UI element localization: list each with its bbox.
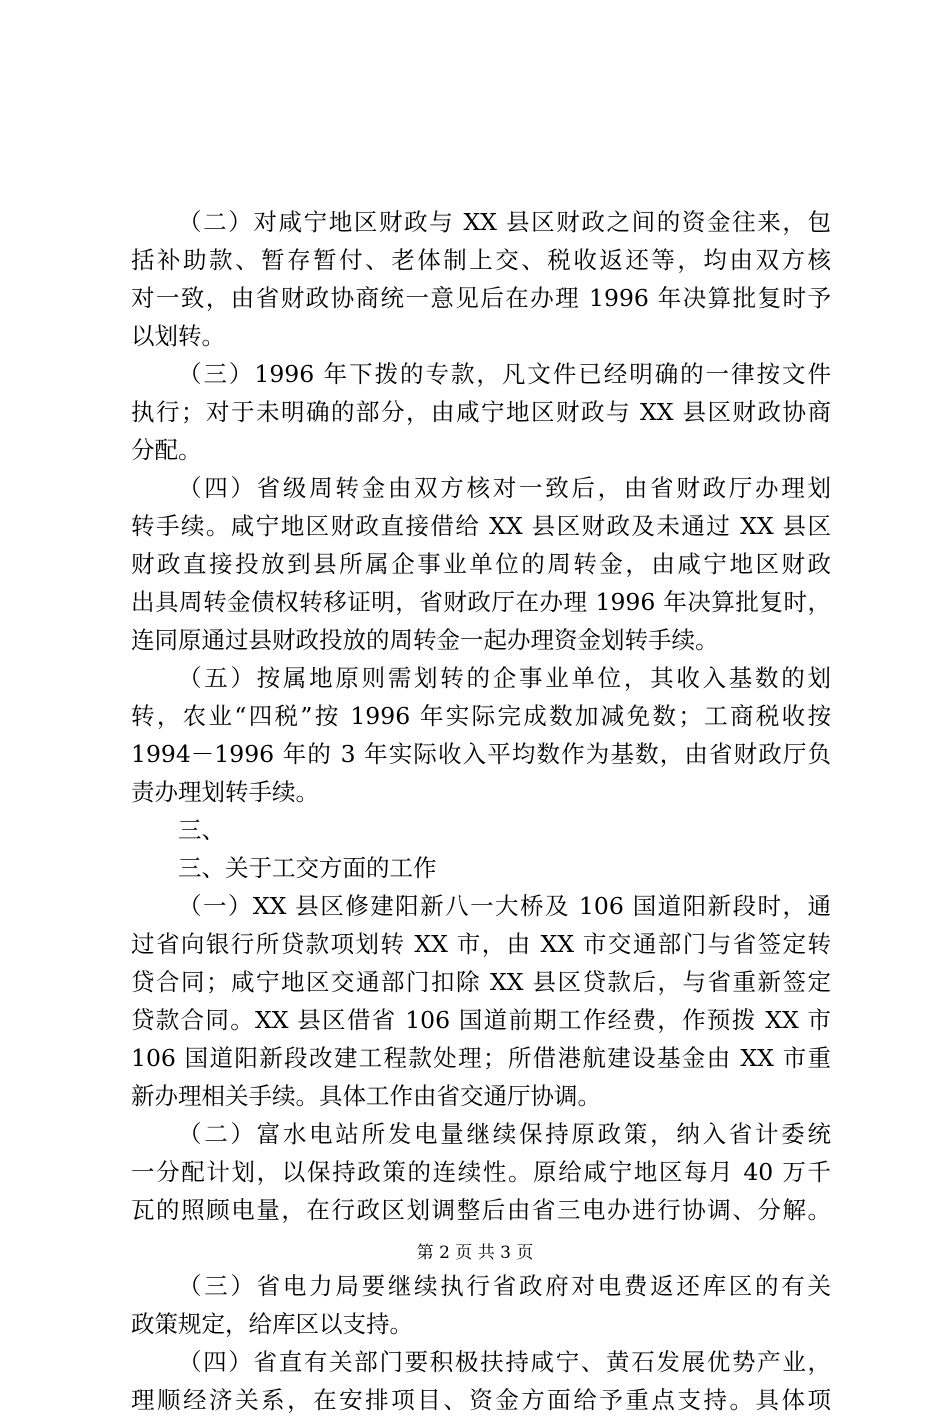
paragraph-line: 贷款合同。XX 县区借省 106 国道前期工作经费，作预拨 XX 市 <box>131 1006 831 1034</box>
paragraph-line: 106 国道阳新段改建工程款处理；所借港航建设基金由 XX 市重 <box>131 1044 831 1072</box>
paragraph-line: 1994－1996 年的 3 年实际收入平均数作为基数，由省财政厅负 <box>131 740 831 768</box>
paragraph-line: 连同原通过县财政投放的周转金一起办理资金划转手续。 <box>131 626 719 654</box>
paragraph-line: 对一致，由省财政协商统一意见后在办理 1996 年决算批复时予 <box>131 284 831 312</box>
paragraph-line: （三）1996 年下拨的专款，凡文件已经明确的一律按文件 <box>178 360 831 388</box>
paragraph-line: 政策规定，给库区以支持。 <box>131 1310 413 1338</box>
paragraph-line: （一）XX 县区修建阳新八一大桥及 106 国道阳新段时，通 <box>178 892 831 920</box>
paragraph-line: （四）省直有关部门要积极扶持咸宁、黄石发展优势产业， <box>178 1348 831 1376</box>
paragraph-line: 责办理划转手续。 <box>131 778 319 806</box>
paragraph-line: 理顺经济关系，在安排项目、资金方面给予重点支持。具体项 <box>131 1386 831 1414</box>
paragraph-line: 过省向银行所贷款项划转 XX 市，由 XX 市交通部门与省签定转 <box>131 930 831 958</box>
paragraph-line: 分配。 <box>131 436 202 464</box>
paragraph-line: 转手续。咸宁地区财政直接借给 XX 县区财政及未通过 XX 县区 <box>131 512 831 540</box>
paragraph-line: 以划转。 <box>131 322 225 350</box>
paragraph-line: （三）省电力局要继续执行省政府对电费返还库区的有关 <box>178 1272 831 1300</box>
paragraph-line: 瓦的照顾电量，在行政区划调整后由省三电办进行协调、分解。 <box>131 1196 831 1224</box>
paragraph-line: 财政直接投放到县所属企事业单位的周转金，由咸宁地区财政 <box>131 550 831 578</box>
paragraph-line: 执行；对于未明确的部分，由咸宁地区财政与 XX 县区财政协商 <box>131 398 831 426</box>
paragraph-line: （二）富水电站所发电量继续保持原政策，纳入省计委统 <box>178 1120 831 1148</box>
paragraph-line: 一分配计划，以保持政策的连续性。原给咸宁地区每月 40 万千 <box>131 1158 831 1186</box>
section-heading: 三、关于工交方面的工作 <box>178 854 437 882</box>
paragraph-line: 新办理相关手续。具体工作由省交通厅协调。 <box>131 1082 601 1110</box>
paragraph-line: 转，农业“四税”按 1996 年实际完成数加减免数；工商税收按 <box>131 702 831 730</box>
paragraph-line: （二）对咸宁地区财政与 XX 县区财政之间的资金往来，包 <box>178 208 831 236</box>
paragraph-line: （五）按属地原则需划转的企事业单位，其收入基数的划 <box>178 664 831 692</box>
document-body <box>131 203 831 1419</box>
section-heading: 三、 <box>178 816 225 844</box>
paragraph-line: 出具周转金债权转移证明，省财政厅在办理 1996 年决算批复时， <box>131 588 831 616</box>
paragraph-line: 贷合同；咸宁地区交通部门扣除 XX 县区贷款后，与省重新签定 <box>131 968 831 996</box>
paragraph-line: 括补助款、暂存暂付、老体制上交、税收返还等，均由双方核 <box>131 246 831 274</box>
paragraph-line: （四）省级周转金由双方核对一致后，由省财政厅办理划 <box>178 474 831 502</box>
page-number-footer: 第 2 页 共 3 页 <box>416 1243 534 1263</box>
